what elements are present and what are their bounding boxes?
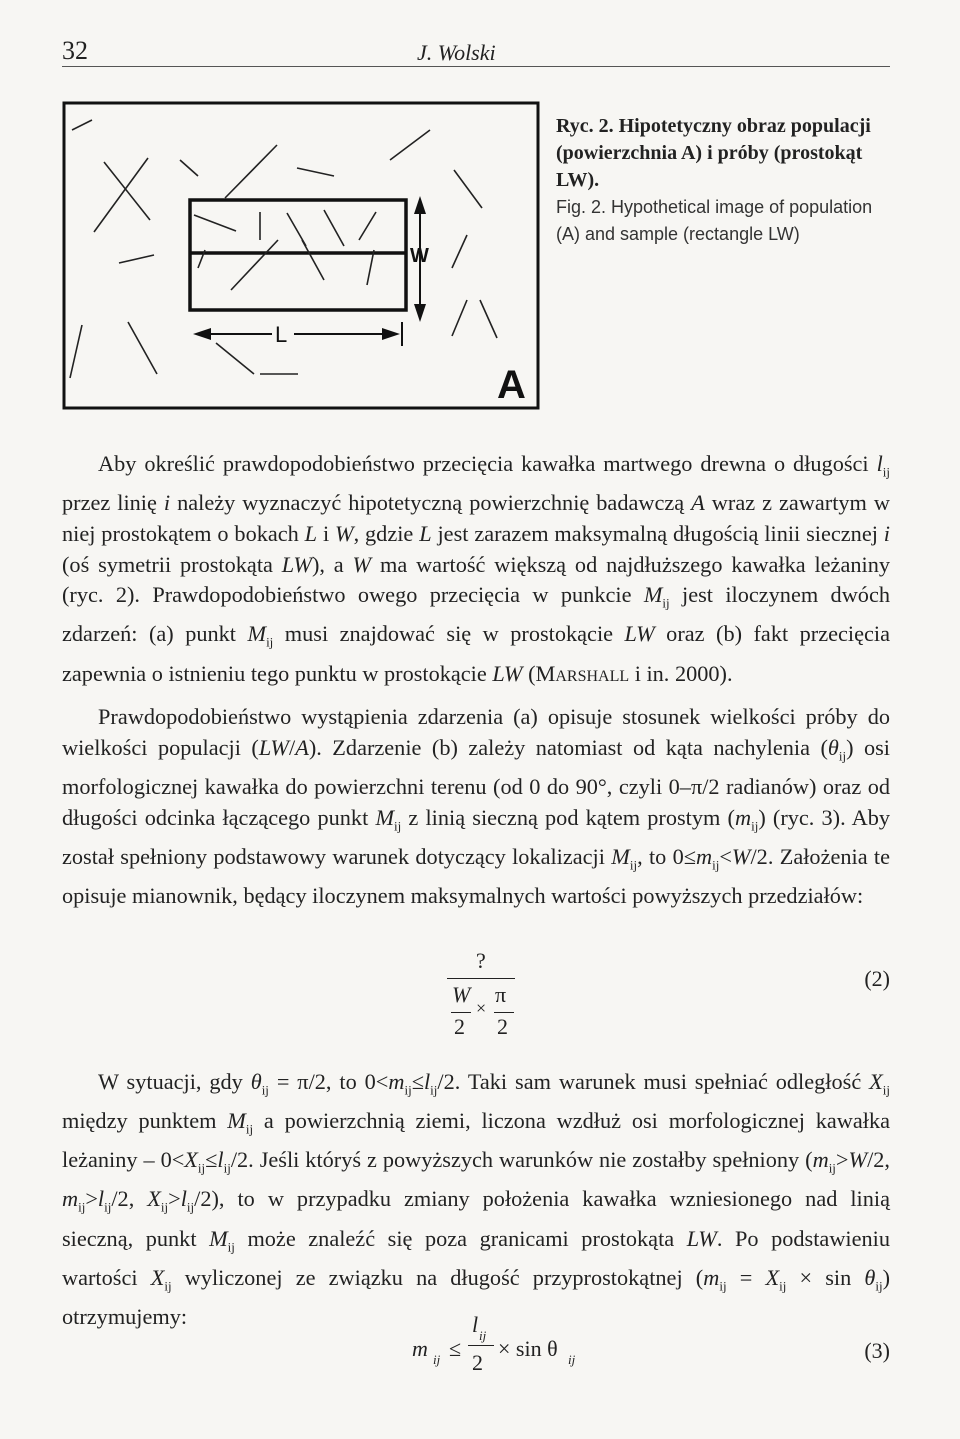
label-w: W [410, 245, 429, 267]
header-rule [62, 66, 890, 67]
caption-english: Fig. 2. Hypothetical image of population (A) and sample (rectangle LW) [556, 197, 873, 244]
caption-polish: Ryc. 2. Hipotetyczny obraz populacji (powierzchnia A) i próby (prostokąt LW). [556, 115, 871, 191]
equation-2-number: (2) [864, 966, 890, 991]
paragraph-3: W sytuacji, gdy $\theta_{ij} = \pi/2$, to $0<m_{ij}\le l_{ij}/2$. Taki sam warunek musi spełniać odległość $X_{ij}$ między punktem $M_{ij}$ a powierzchnią ziemi, liczona wzdłuż osi morfologicznej kawałka leżaniny – $0<X_{ij}\le l_{ij}/2$. Jeśli któryś z powyższych warunków nie zostałby spełniony ($m_{ij}>W/2$, $m_{ij}>l_{ij}/2$, $X_{ij}>l_{ij}/2$), to w przypadku zmiany położenia kawałka wzniesionego nad linią sieczną, punkt $M_{ij}$ może znaleźć się poza granicami prostokąta LW. Po podstawieniu wartości $X_{ij}$ wyliczonej ze związku na długość przyprostokątnej $(m_{ij} = X_{ij} \times \sin \theta_{ij})$ otrzymujemy: [62, 1069, 891, 1329]
equation-3-number: (3) [864, 1338, 890, 1363]
paragraph-2: Prawdopodobieństwo wystąpienia zdarzenia (a) opisuje stosunek wielkości próby do wielkości populacji (LW/A). Zdarzenie (b) zależy natomiast od kąta nachylenia $(\theta_{ij})$ osi morfologicznej kawałka do powierzchni terenu (od 0 do 90°, czyli 0–π/2 radianów) oraz od długości odcinka łączącego punkt $M_{ij}$ z linią sieczną pod kątem prostym $(m_{ij})$ (ryc. 3). Aby został spełniony podstawowy warunek dotyczący lokalizacji $M_{ij}$, to $0\le m_{ij}<W/2$. Założenia te opisuje mianownik, będący iloczynem maksymalnych wartości powyższych przedziałów: [62, 704, 891, 908]
label-l: L [275, 322, 288, 347]
figure-caption [556, 113, 896, 248]
page-number: 32 [62, 36, 88, 65]
paragraph-1: Aby określić prawdopodobieństwo przecięcia kawałka martwego drewna o długości $l_{ij}$ przez linię i należy wyznaczyć hipotetyczną powierzchnię badawczą A wraz z zawartym w niej prostokątem o bokach L i W, gdzie L jest zarazem maksymalną długością linii siecznej i (oś symetrii prostokąta LW), a W ma wartość większą od najdłuższego kawałka leżaniny (ryc. 2). Prawdopodobieństwo owego przecięcia w punkcie $M_{ij}$ jest iloczynem dwóch zdarzeń: (a) punkt $M_{ij}$ musi znajdować się w prostokącie LW oraz (b) fakt przecięcia zapewnia o istnieniu tego punktu w prostokącie LW (Marshall i in. 2000). [62, 451, 890, 686]
running-head: J. Wolski [417, 40, 496, 65]
label-a: A [497, 363, 526, 407]
figure-population-sample [62, 100, 540, 410]
